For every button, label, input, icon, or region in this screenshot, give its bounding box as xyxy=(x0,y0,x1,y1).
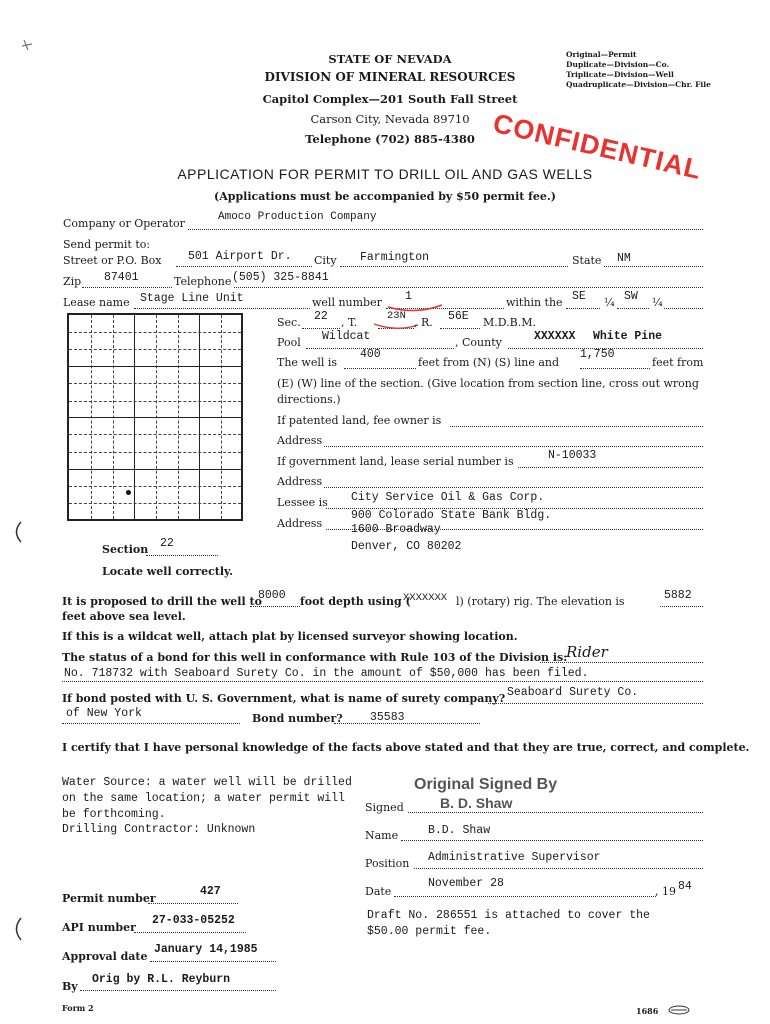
government-label: If government land, lease serial number is xyxy=(277,455,514,468)
t-label: , T. xyxy=(341,316,358,329)
by-line xyxy=(80,990,276,991)
lessee-address-1[interactable]: 900 Colorado State Bank Bldg. xyxy=(351,509,552,522)
pool-label: Pool xyxy=(277,336,301,349)
mdbm-label: M.D.B.M. xyxy=(483,316,537,329)
r-line xyxy=(440,328,480,329)
sec-line xyxy=(302,328,340,329)
approval-date-label: Approval date xyxy=(62,950,148,963)
lease-serial-value[interactable]: N-10033 xyxy=(548,449,597,462)
lessee-value[interactable]: City Service Oil & Gas Corp. xyxy=(351,491,545,504)
patented-line xyxy=(450,426,703,427)
copy-triplicate: Triplicate—Division—Well xyxy=(566,70,674,79)
water-source-1: Water Source: a water well will be drilled xyxy=(62,776,352,789)
signed-label: Signed xyxy=(365,801,404,814)
quarter1-line xyxy=(566,308,600,309)
t-value[interactable]: 23N xyxy=(387,310,406,322)
patented-address-label: Address xyxy=(277,434,323,447)
bond-number-value[interactable]: 35583 xyxy=(370,711,405,724)
lessee-address-3[interactable]: Denver, CO 80202 xyxy=(351,540,462,553)
sec-value[interactable]: 22 xyxy=(314,310,328,323)
street-value[interactable]: 501 Airport Dr. xyxy=(188,250,292,263)
lease-name-value[interactable]: Stage Line Unit xyxy=(140,292,244,305)
approval-date-value[interactable]: January 14,1985 xyxy=(154,943,258,956)
company-label: Company or Operator xyxy=(63,217,185,230)
county-label: , County xyxy=(455,336,502,349)
proposed-label-b: foot depth using ( xyxy=(300,595,411,608)
lessee-address-2[interactable]: 1600 Broadway xyxy=(351,523,441,536)
copy-duplicate: Duplicate—Division—Co. xyxy=(566,60,670,69)
government-address-line xyxy=(324,487,703,488)
telephone-line xyxy=(234,287,703,288)
api-number-line xyxy=(134,932,246,933)
city-label: City xyxy=(314,254,337,267)
lessee-address-label: Address xyxy=(277,517,323,530)
by-value[interactable]: Orig by R.L. Reyburn xyxy=(92,973,231,986)
company-line xyxy=(188,229,703,230)
header-city: Carson City, Nevada 89710 xyxy=(310,112,470,126)
form-title: APPLICATION FOR PERMIT TO DRILL OIL AND GAS WELLS xyxy=(177,166,593,182)
signed-stamp-line1: Original Signed By xyxy=(414,776,558,793)
telephone-value[interactable]: (505) 325-8841 xyxy=(232,271,329,284)
api-number-value[interactable]: 27-033-05252 xyxy=(152,914,235,927)
name-line xyxy=(401,840,703,841)
feet-ew-line xyxy=(580,368,650,369)
bond-number-label: Bond number? xyxy=(252,712,343,725)
certify-statement: I certify that I have personal knowledge of the facts above stated and that they are true, correct, and complete. xyxy=(62,741,750,754)
bond-status-value[interactable]: Rider xyxy=(566,643,608,661)
sec-label: Sec. xyxy=(277,316,301,329)
draft-note-1: Draft No. 286551 is attached to cover the xyxy=(367,909,650,922)
form-number: Form 2 xyxy=(62,1003,94,1013)
form-subtitle: (Applications must be accompanied by $50 permit fee.) xyxy=(214,190,556,203)
locate-note: Locate well correctly. xyxy=(102,565,234,578)
position-value[interactable]: Administrative Supervisor xyxy=(428,851,601,864)
well-number-label: well number xyxy=(312,296,382,309)
permit-number-line xyxy=(148,903,238,904)
r-label: , R. xyxy=(414,316,433,329)
date-value[interactable]: November 28 xyxy=(428,877,504,890)
section-line xyxy=(146,555,218,556)
well-number-value[interactable]: 1 xyxy=(405,290,412,303)
quarter2-line xyxy=(617,308,649,309)
quarter1-value[interactable]: SE xyxy=(572,290,586,303)
feet-ns-line xyxy=(344,368,416,369)
state-label: State xyxy=(572,254,602,267)
feet-ew-value[interactable]: 1,750 xyxy=(580,348,615,361)
binding-hole-mark-2 xyxy=(10,916,24,942)
surety-line xyxy=(488,703,703,704)
quarter2-label: ¼ xyxy=(652,296,663,309)
feet-ns-value[interactable]: 400 xyxy=(360,348,381,361)
city-value[interactable]: Farmington xyxy=(360,251,430,264)
water-source-3: be forthcoming. xyxy=(62,808,166,821)
name-value[interactable]: B.D. Shaw xyxy=(428,824,491,837)
position-line xyxy=(414,868,703,869)
lease-name-label: Lease name xyxy=(63,296,130,309)
quarter-tail-line xyxy=(664,308,703,309)
date-year-prefix: , 19 xyxy=(655,885,676,898)
copy-quadruplicate: Quadruplicate—Division—Chr. File xyxy=(566,80,711,89)
street-line xyxy=(176,266,312,267)
surety-line-2 xyxy=(62,723,240,724)
approval-date-line xyxy=(150,961,276,962)
well-location-dot xyxy=(126,490,131,495)
bond-govt-label: If bond posted with U. S. Government, what is name of surety company? xyxy=(62,692,506,705)
quarter2-value[interactable]: SW xyxy=(624,290,638,303)
water-source-2: on the same location; a water permit will xyxy=(62,792,345,805)
within-the-label: within the xyxy=(506,296,563,309)
rig-struck-value: XXXXXXX xyxy=(403,592,448,604)
surety-value-1[interactable]: Seaboard Surety Co. xyxy=(507,686,639,699)
city-line xyxy=(340,266,568,267)
confidential-stamp: CONFIDENTIAL xyxy=(490,108,705,186)
name-label: Name xyxy=(365,829,399,842)
signed-stamp-line2: B. D. Shaw xyxy=(440,795,513,811)
government-address-label: Address xyxy=(277,475,323,488)
header-state: STATE OF NEVADA xyxy=(328,52,452,66)
feet-from-label: feet from (N) (S) line and xyxy=(418,356,560,369)
date-line xyxy=(394,896,656,897)
lessee-label: Lessee is xyxy=(277,496,328,509)
feet-from2-label: feet from xyxy=(652,356,704,369)
section-value[interactable]: 22 xyxy=(160,537,174,550)
date-label: Date xyxy=(365,885,392,898)
patented-label: If patented land, fee owner is xyxy=(277,414,442,427)
street-label: Street or P.O. Box xyxy=(63,254,162,267)
header-address: Capitol Complex—201 South Fall Street xyxy=(262,92,518,106)
date-year-value[interactable]: 84 xyxy=(678,880,692,893)
section-label: Section xyxy=(102,543,149,556)
zip-label: Zip xyxy=(63,275,82,288)
corner-smudge-mark xyxy=(14,34,54,74)
send-permit-label: Send permit to: xyxy=(63,238,151,251)
signed-line xyxy=(408,812,703,813)
copies-distribution xyxy=(566,50,711,90)
pool-value[interactable]: Wildcat xyxy=(322,330,371,343)
form-code: 1686 xyxy=(636,1006,659,1016)
api-number-label: API number xyxy=(62,921,136,934)
r-value[interactable]: 56E xyxy=(448,310,469,323)
header-division: DIVISION OF MINERAL RESOURCES xyxy=(264,70,516,84)
copy-original: Original—Permit xyxy=(566,50,637,59)
ew-line-instructions: (E) (W) line of the section. (Give location from section line, cross out wrong directions.) xyxy=(277,377,699,406)
bond-status-line xyxy=(540,662,703,663)
company-value[interactable]: Amoco Production Company xyxy=(218,211,377,223)
position-label: Position xyxy=(365,857,410,870)
permit-number-label: Permit number xyxy=(62,892,156,905)
surety-value-2[interactable]: of New York xyxy=(66,707,142,720)
bond-status-value-2[interactable]: No. 718732 with Seaboard Surety Co. in the amount of $50,000 has been filed. xyxy=(64,667,589,680)
wildcat-plat-note: If this is a wildcat well, attach plat by licensed surveyor showing location. xyxy=(62,630,518,643)
proposed-label-a: It is proposed to drill the well to xyxy=(62,595,262,608)
elevation-line xyxy=(660,606,703,607)
bond-status-label: The status of a bond for this well in conformance with Rule 103 of the Division is: xyxy=(62,651,568,664)
quarter1-label: ¼ xyxy=(604,296,615,309)
printer-logo-icon xyxy=(668,1005,690,1015)
county-value[interactable]: White Pine xyxy=(593,330,663,343)
state-line xyxy=(604,266,703,267)
section-plat-grid xyxy=(67,313,243,521)
bond-number-line xyxy=(334,723,480,724)
county-struck-value: XXXXXX xyxy=(534,330,576,343)
permit-number-value[interactable]: 427 xyxy=(200,885,221,898)
proposed-label-d: feet above sea level. xyxy=(62,610,186,623)
government-line xyxy=(518,467,703,468)
well-is-label: The well is xyxy=(277,356,338,369)
by-label: By xyxy=(62,980,78,993)
binding-hole-mark xyxy=(10,520,24,544)
elevation-value[interactable]: 5882 xyxy=(664,589,692,602)
telephone-label: Telephone xyxy=(174,275,232,288)
bond-status-line-2 xyxy=(62,681,703,682)
draft-note-2: $50.00 permit fee. xyxy=(367,925,492,938)
proposed-label-c: l) (rotary) rig. The elevation is xyxy=(456,595,625,608)
zip-line xyxy=(82,287,172,288)
depth-value[interactable]: 8000 xyxy=(258,589,286,602)
state-value[interactable]: NM xyxy=(617,252,631,265)
header-telephone: Telephone (702) 885-4380 xyxy=(305,132,475,146)
lease-name-line xyxy=(134,308,310,309)
zip-value[interactable]: 87401 xyxy=(104,271,139,284)
drilling-contractor: Drilling Contractor: Unknown xyxy=(62,823,256,836)
patented-address-line xyxy=(324,446,703,447)
depth-line xyxy=(250,606,300,607)
